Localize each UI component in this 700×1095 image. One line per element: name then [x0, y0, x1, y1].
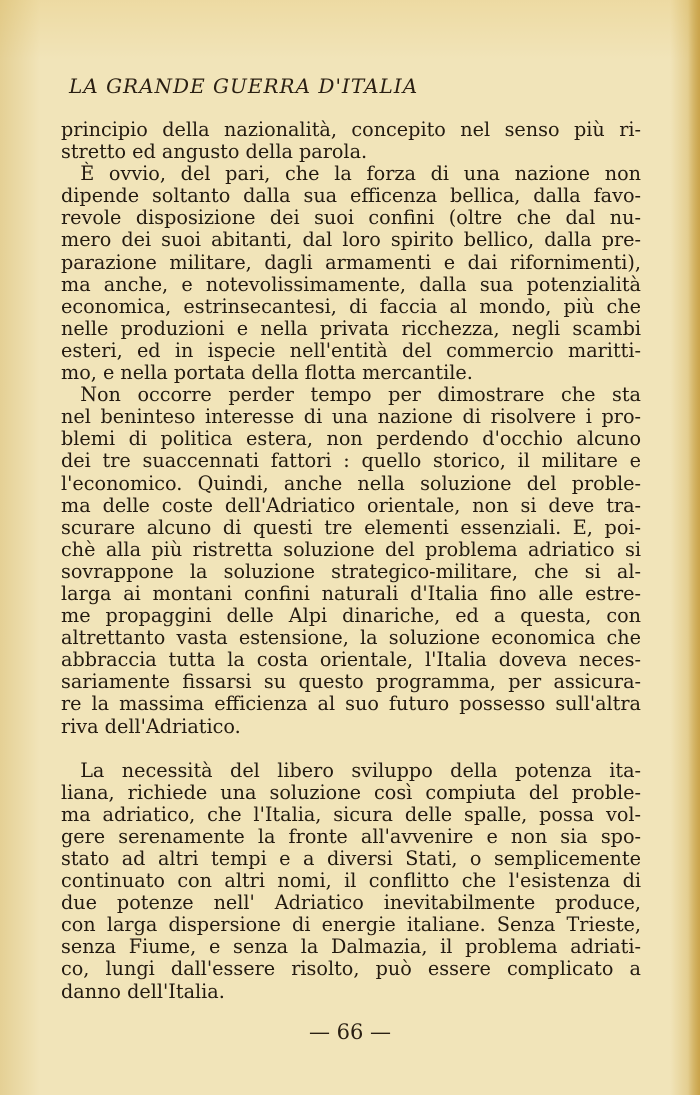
text-line: me propaggini delle Alpi dinariche, ed a questa, con [61, 604, 641, 628]
text-line: parazione militare, dagli armamenti e dai rifornimenti), [61, 250, 641, 274]
text-line: due potenze nell' Adriatico inevitabilmente produce, [61, 891, 641, 915]
running-head: LA GRANDE GUERRA D'ITALIA [69, 74, 419, 98]
text-line: con larga dispersione di energie italiane. Senza Trieste, [61, 913, 641, 937]
text-line: senza Fiume, e senza la Dalmazia, il problema adriati- [61, 935, 641, 959]
text-line: nelle produzioni e nella privata ricchezza, negli scambi [61, 316, 641, 340]
text-line: scurare alcuno di questi tre elementi essenziali. E, poi- [61, 515, 641, 539]
text-line: dei tre suaccennati fattori : quello storico, il militare e [61, 449, 641, 473]
text-line: ma delle coste dell'Adriatico orientale, non si deve tra- [61, 493, 641, 517]
text-line: Non occorre perder tempo per dimostrare che sta [61, 383, 641, 407]
text-line: chè alla più ristretta soluzione del problema adriatico si [61, 537, 641, 561]
text-line: sovrappone la soluzione strategico-militare, che si al- [61, 559, 641, 583]
text-line: mero dei suoi abitanti, dal loro spirito bellico, dalla pre- [61, 228, 641, 252]
page-edge-shadow [688, 0, 700, 1095]
paragraph [61, 163, 641, 384]
page-number: — 66 — [308, 1020, 392, 1044]
text-line: re la massima efficienza al suo futuro possesso sull'altra [61, 692, 641, 716]
text-line: stretto ed angusto della parola. [61, 140, 368, 164]
text-line: ma anche, e notevolissimamente, dalla sua potenzialità [61, 272, 641, 296]
text-line: esteri, ed in ispecie nell'entità del commercio maritti- [61, 338, 641, 362]
text-line: È ovvio, del pari, che la forza di una nazione non [61, 162, 641, 186]
text-line: dipende soltanto dalla sua efficenza bellica, dalla favo- [61, 184, 641, 208]
text-line: danno dell'Italia. [61, 979, 225, 1003]
text-line: sariamente fissarsi su questo programma, per assicura- [61, 670, 641, 694]
text-line: liana, richiede una soluzione così compiuta del proble- [61, 780, 641, 804]
paragraph [61, 119, 641, 163]
text-line: larga ai montani confini naturali d'Italia fino alle estre- [61, 581, 641, 605]
text-line: revole disposizione dei suoi confini (oltre che dal nu- [61, 206, 641, 230]
text-line: ma adriatico, che l'Italia, sicura delle spalle, possa vol- [61, 802, 641, 826]
text-line: riva dell'Adriatico. [61, 714, 241, 738]
body-text [61, 119, 641, 1003]
paragraph [61, 760, 641, 1003]
text-line: nel beninteso interesse di una nazione di risolvere i pro- [61, 405, 641, 429]
text-line: stato ad altri tempi e a diversi Stati, o semplicemente [61, 847, 641, 870]
paragraph-gap [61, 738, 641, 760]
text-line: continuato con altri nomi, il conflitto che l'esistenza di [61, 869, 641, 893]
paragraph [61, 384, 641, 738]
text-line: co, lungi dall'essere risolto, può essere complicato a [61, 957, 641, 981]
text-line: La necessità del libero sviluppo della potenza ita- [61, 758, 641, 782]
text-line: principio della nazionalità, concepito nel senso più ri- [61, 118, 641, 141]
text-line: economica, estrinsecantesi, di faccia al mondo, più che [61, 294, 641, 318]
text-line: blemi di politica estera, non perdendo d'occhio alcuno [61, 427, 641, 451]
text-line: l'economico. Quindi, anche nella soluzione del proble- [61, 471, 641, 495]
text-line: altrettanto vasta estensione, la soluzione economica che [61, 626, 641, 650]
text-line: mo, e nella portata della flotta mercantile. [61, 361, 473, 385]
text-line: abbraccia tutta la costa orientale, l'Italia doveva neces- [61, 648, 641, 672]
text-line: gere serenamente la fronte all'avvenire e non sia spo- [61, 824, 641, 848]
